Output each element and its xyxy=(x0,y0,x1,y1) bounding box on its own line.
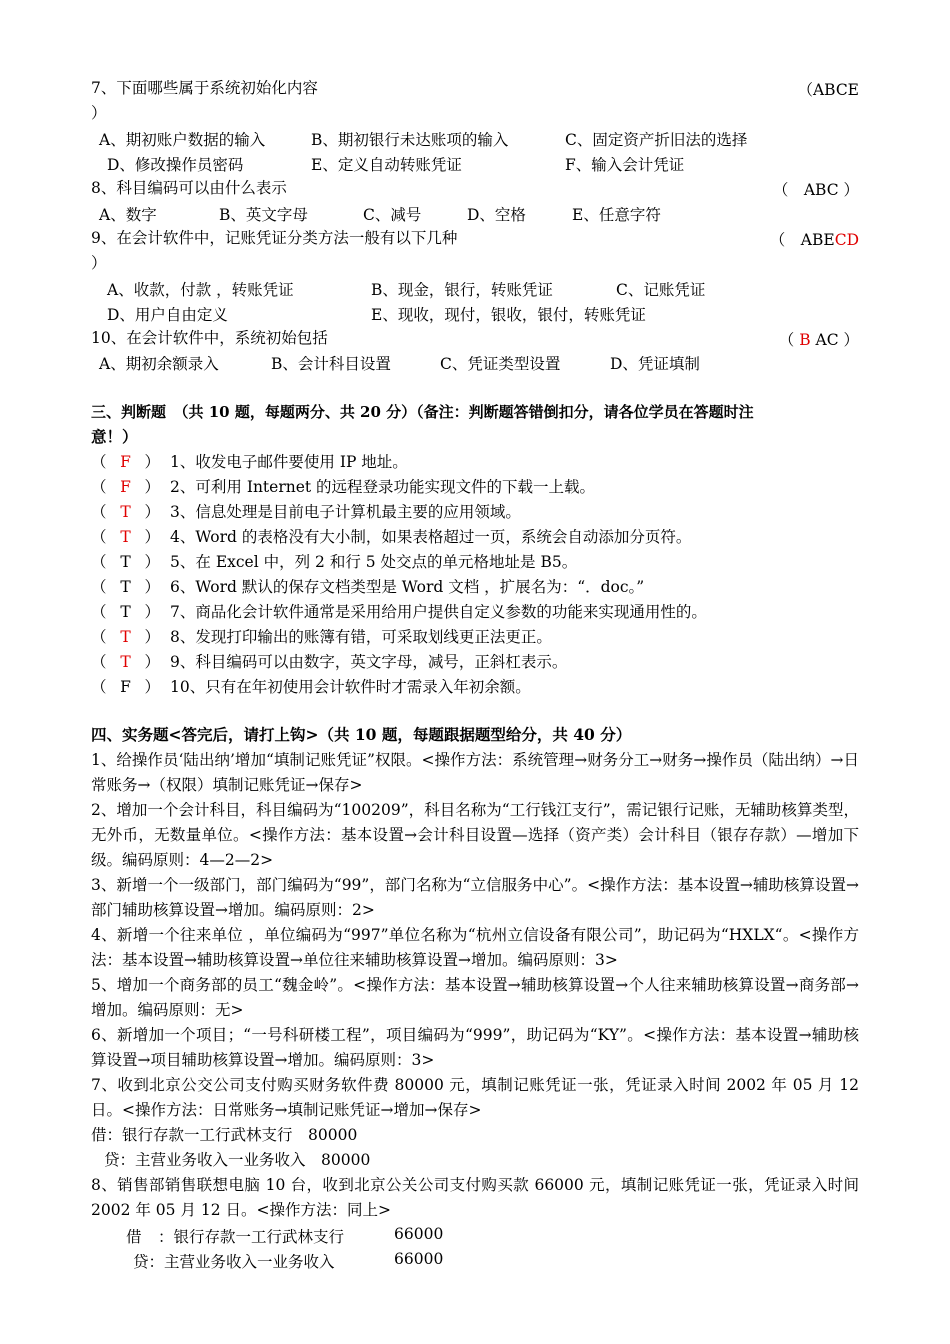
paren-close: ） xyxy=(144,453,161,471)
section-4-heading: 四、实务题<答完后，请打上钩>（共 10 题，每题跟据题型给分，共 40 分） xyxy=(91,725,632,744)
true-false-answer: T xyxy=(120,603,131,621)
true-false-answer: T xyxy=(120,553,131,571)
option: E、定义自动转账凭证 xyxy=(311,156,462,174)
true-false-answer: T xyxy=(120,653,131,671)
true-false-answer: T xyxy=(120,528,131,546)
question-10: 10、在会计软件中，系统初始包括 xyxy=(91,329,328,347)
true-false-item xyxy=(91,452,408,472)
option: A、期初余额录入 xyxy=(99,355,219,373)
true-false-answer: F xyxy=(120,478,131,496)
paren-close: ） xyxy=(144,603,161,621)
true-false-text: 4、Word 的表格没有大小制，如果表格超过一页，系统会自动添加分页符。 xyxy=(170,528,692,546)
question-7-tail: ） xyxy=(91,104,107,122)
option: A、数字 xyxy=(99,206,157,224)
option: A、收款，付款 ，转账凭证 xyxy=(107,281,294,299)
true-false-item xyxy=(91,627,552,647)
task-8-debit-amount: 66000 xyxy=(394,1225,444,1243)
option: B、会计科目设置 xyxy=(271,355,391,373)
question-text: 7、下面哪些属于系统初始化内容 xyxy=(91,79,318,97)
true-false-text: 10、只有在年初使用会计软件时才需录入年初余额。 xyxy=(170,678,531,696)
true-false-item xyxy=(91,552,577,572)
task-3: 3、新增一个一级部门，部门编码为“99”，部门名称为“立信服务中心”。<操作方法：基本设置→辅助核算设置→部门辅助核算设置→增加。编码原则：2> xyxy=(91,876,859,919)
option: C、记账凭证 xyxy=(616,281,706,299)
question-8: 8、科目编码可以由什么表示 xyxy=(91,179,287,197)
option: B、期初银行未达账项的输入 xyxy=(311,131,509,149)
option: E、现收，现付，银收，银付，转账凭证 xyxy=(371,306,646,324)
task-7: 7、收到北京公交公司支付购买财务软件费 80000 元，填制记账凭证一张，凭证录入时间 2002 年 05 月 12 日。<操作方法：日常账务→填制记账凭证→增加→保存> xyxy=(91,1076,859,1119)
true-false-answer: F xyxy=(120,678,131,696)
paren-open: （ xyxy=(91,453,107,471)
true-false-answer: T xyxy=(120,503,131,521)
option: A、期初账户数据的输入 xyxy=(99,131,266,149)
true-false-answer: T xyxy=(120,628,131,646)
paren-open: （ xyxy=(91,478,107,496)
true-false-item xyxy=(91,677,531,697)
true-false-text: 6、Word 默认的保存文档类型是 Word 文档 ，扩展名为：“．doc。” xyxy=(170,578,645,596)
task-1: 1、给操作员‘陆出纳’增加“填制记账凭证”权限。<操作方法：系统管理→财务分工→财务→操作员（陆出纳）→日常账务→（权限）填制记账凭证→保存> xyxy=(91,751,859,794)
true-false-text: 8、发现打印输出的账簿有错，可采取划线更正法更正。 xyxy=(170,628,552,646)
task-7-debit: 借：银行存款一工行武林支行 80000 xyxy=(91,1126,358,1144)
true-false-item xyxy=(91,652,567,672)
paren-open: （ xyxy=(91,603,107,621)
paren-close: ） xyxy=(144,553,161,571)
task-8-debit-account: ：银行存款一工行武林支行 xyxy=(158,1228,345,1246)
option: B、英文字母 xyxy=(219,206,308,224)
task-6: 6、新增加一个项目；“一号科研楼工程”，项目编码为“999”，助记码为“KY”。<操作方法：基本设置→辅助核算设置→项目辅助核算设置→增加。编码原则：3> xyxy=(91,1026,859,1069)
option: D、空格 xyxy=(467,206,526,224)
task-8-debit-label: 借 xyxy=(126,1228,142,1246)
paren-open: （ xyxy=(91,653,107,671)
task-5: 5、增加一个商务部的员工“魏金岭”。<操作方法：基本设置→辅助核算设置→个人往来辅助核算设置→商务部→增加。编码原则：无> xyxy=(91,976,859,1019)
answer-8: （ ABC ） xyxy=(772,181,859,199)
option: C、固定资产折旧法的选择 xyxy=(565,131,748,149)
paren-close: ） xyxy=(144,578,161,596)
true-false-item xyxy=(91,477,595,497)
option: B、现金，银行，转账凭证 xyxy=(371,281,553,299)
paren-open: （ xyxy=(91,503,107,521)
option: F、输入会计凭证 xyxy=(565,156,685,174)
section-3-heading-cont: 意！） xyxy=(91,427,138,446)
paren-open: （ xyxy=(91,578,107,596)
paren-open: （ xyxy=(91,528,107,546)
question-9: 9、在会计软件中，记账凭证分类方法一般有以下几种 xyxy=(91,229,458,247)
paren-close: ） xyxy=(144,628,161,646)
option: C、凭证类型设置 xyxy=(440,355,561,373)
task-2: 2、增加一个会计科目，科目编码为“100209”，科目名称为“工行钱江支行”，需记银行记账，无辅助核算类型，无外币，无数量单位。<操作方法：基本设置→会计科目设置—选择（资产类）会计科目（银存存款）—增加下级。编码原则：4—2—2> xyxy=(91,801,859,869)
answer-9: （ ABECD xyxy=(769,231,859,249)
answer-7: （ABCE xyxy=(797,81,859,99)
paren-close: ） xyxy=(144,528,161,546)
true-false-item xyxy=(91,602,707,622)
task-7-credit: 贷：主营业务收入一业务收入 80000 xyxy=(104,1151,371,1169)
task-8: 8、销售部销售联想电脑 10 台，收到北京公关公司支付购买款 66000 元，填制记账凭证一张，凭证录入时间 2002 年 05 月 12 日。<操作方法：同上> xyxy=(91,1176,859,1219)
true-false-text: 3、信息处理是目前电子计算机最主要的应用领域。 xyxy=(170,503,521,521)
task-8-credit-account: 贷：主营业务收入一业务收入 xyxy=(133,1253,335,1271)
paren-close: ） xyxy=(144,478,161,496)
true-false-text: 1、收发电子邮件要使用 IP 地址。 xyxy=(170,453,408,471)
task-8-credit-amount: 66000 xyxy=(394,1250,444,1268)
option: D、修改操作员密码 xyxy=(107,156,244,174)
true-false-text: 7、商品化会计软件通常是采用给用户提供自定义参数的功能来实现通用性的。 xyxy=(170,603,707,621)
paren-open: （ xyxy=(91,628,107,646)
option: C、减号 xyxy=(363,206,422,224)
section-3-heading: 三、判断题 （共 10 题，每题两分、共 20 分）（备注：判断题答错倒扣分，请各位学员在答题时注 xyxy=(91,403,754,421)
paren-open: （ xyxy=(91,553,107,571)
question-9-tail: ） xyxy=(91,254,107,272)
paren-open: （ xyxy=(91,678,107,696)
answer-10: （ B AC ） xyxy=(778,331,859,349)
true-false-text: 5、在 Excel 中，列 2 和行 5 处交点的单元格地址是 B5。 xyxy=(170,553,578,571)
paren-close: ） xyxy=(144,503,161,521)
true-false-text: 2、可利用 Internet 的远程登录功能实现文件的下载一上载。 xyxy=(170,478,596,496)
true-false-item xyxy=(91,502,521,522)
option: D、凭证填制 xyxy=(610,355,700,373)
true-false-item xyxy=(91,527,691,547)
question-7 xyxy=(91,78,859,98)
true-false-answer: F xyxy=(120,453,131,471)
task-4: 4、新增一个往来单位 ，单位编码为“997”单位名称为“杭州立信设备有限公司”，助记码为“HXLX“。<操作方法：基本设置→辅助核算设置→单位往来辅助核算设置→增加。编码原则：3> xyxy=(91,926,859,969)
option: E、任意字符 xyxy=(572,206,661,224)
paren-close: ） xyxy=(144,678,161,696)
true-false-item xyxy=(91,577,644,597)
option: D、用户自由定义 xyxy=(107,306,228,324)
true-false-answer: T xyxy=(120,578,131,596)
paren-close: ） xyxy=(144,653,161,671)
true-false-text: 9、科目编码可以由数字，英文字母，减号，正斜杠表示。 xyxy=(170,653,568,671)
